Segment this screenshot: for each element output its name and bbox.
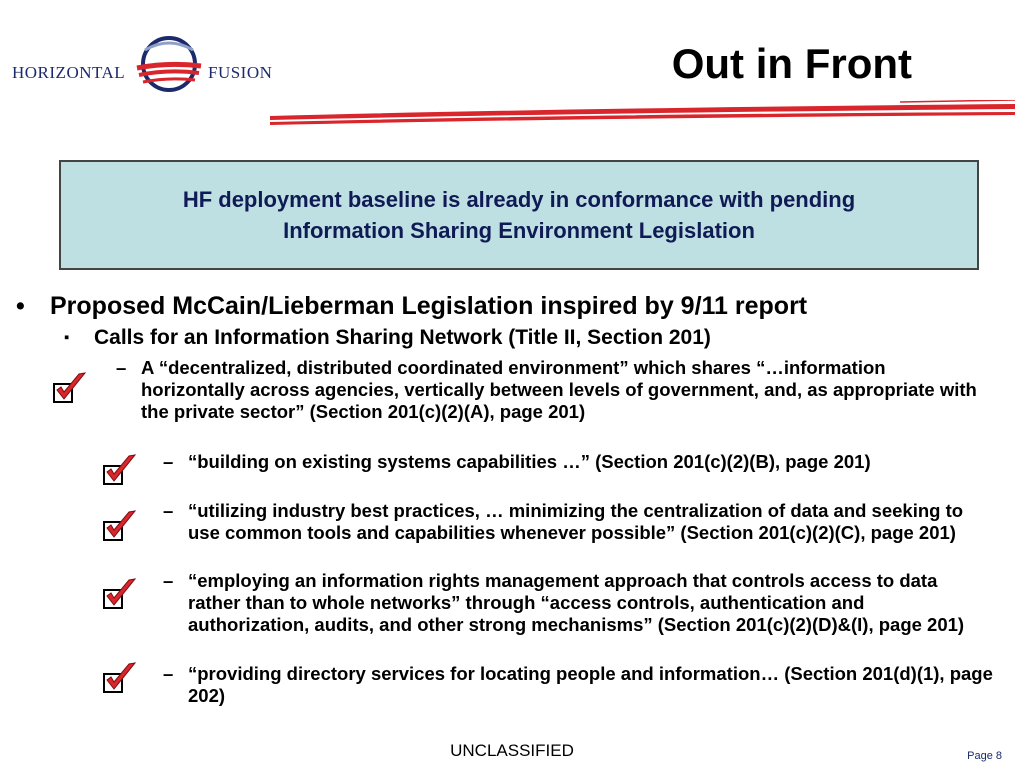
list-item-text: “providing directory services for locating people and information… (Section 201(d)(1), page 202) bbox=[188, 663, 993, 706]
page-number: Page 8 bbox=[967, 750, 1002, 762]
checkbox-checked-icon bbox=[52, 370, 88, 406]
callout-text: HF deployment baseline is already in conformance with pending Information Sharing Environment Legislation bbox=[182, 187, 856, 243]
bullet-text: Calls for an Information Sharing Network (Title II, Section 201) bbox=[94, 326, 711, 349]
list-item-text: “utilizing industry best practices, … minimizing the centralization of data and seeking to use common tools and capabilities whenever possible” (Section 201(c)(2)(C), page 201) bbox=[188, 500, 964, 543]
dash-marker: – bbox=[163, 663, 174, 684]
list-item-text: “employing an information rights management approach that controls access to data rather than to whole networks” through “access controls, authentication and authorization, audits, and other strong mechanisms” (Section 201(c)(2)(D)&(I), page 201) bbox=[188, 570, 965, 635]
horizontal-fusion-logo bbox=[8, 34, 278, 98]
bullet-marker: ▪ bbox=[64, 329, 70, 346]
dash-marker: – bbox=[116, 357, 127, 378]
checkbox-checked-icon bbox=[102, 452, 138, 488]
dash-marker: – bbox=[163, 451, 174, 472]
list-item-text: “building on existing systems capabilities …” (Section 201(c)(2)(B), page 201) bbox=[188, 451, 871, 472]
dash-marker: – bbox=[163, 500, 174, 521]
dash-marker: – bbox=[163, 570, 174, 591]
checkbox-checked-icon bbox=[102, 508, 138, 544]
logo-word-left: HORIZONTAL bbox=[12, 63, 126, 82]
checkbox-checked-icon bbox=[102, 660, 138, 696]
globe-icon bbox=[135, 34, 203, 98]
bullet-marker: • bbox=[16, 292, 25, 320]
slide-title: Out in Front bbox=[671, 40, 912, 87]
checkbox-checked-icon bbox=[102, 576, 138, 612]
bullet-text: Proposed McCain/Lieberman Legislation inspired by 9/11 report bbox=[50, 292, 808, 320]
logo-word-right: FUSION bbox=[208, 63, 273, 82]
red-swoosh-divider bbox=[270, 100, 1020, 130]
classification-footer: UNCLASSIFIED bbox=[450, 741, 574, 760]
list-item-text: A “decentralized, distributed coordinated environment” which shares “…information horizontally across agencies, vertically between levels of government, and, as appropriate with the private sector” (Section 201(c)(2)(A), page 201) bbox=[141, 357, 977, 422]
callout-box bbox=[59, 160, 979, 270]
